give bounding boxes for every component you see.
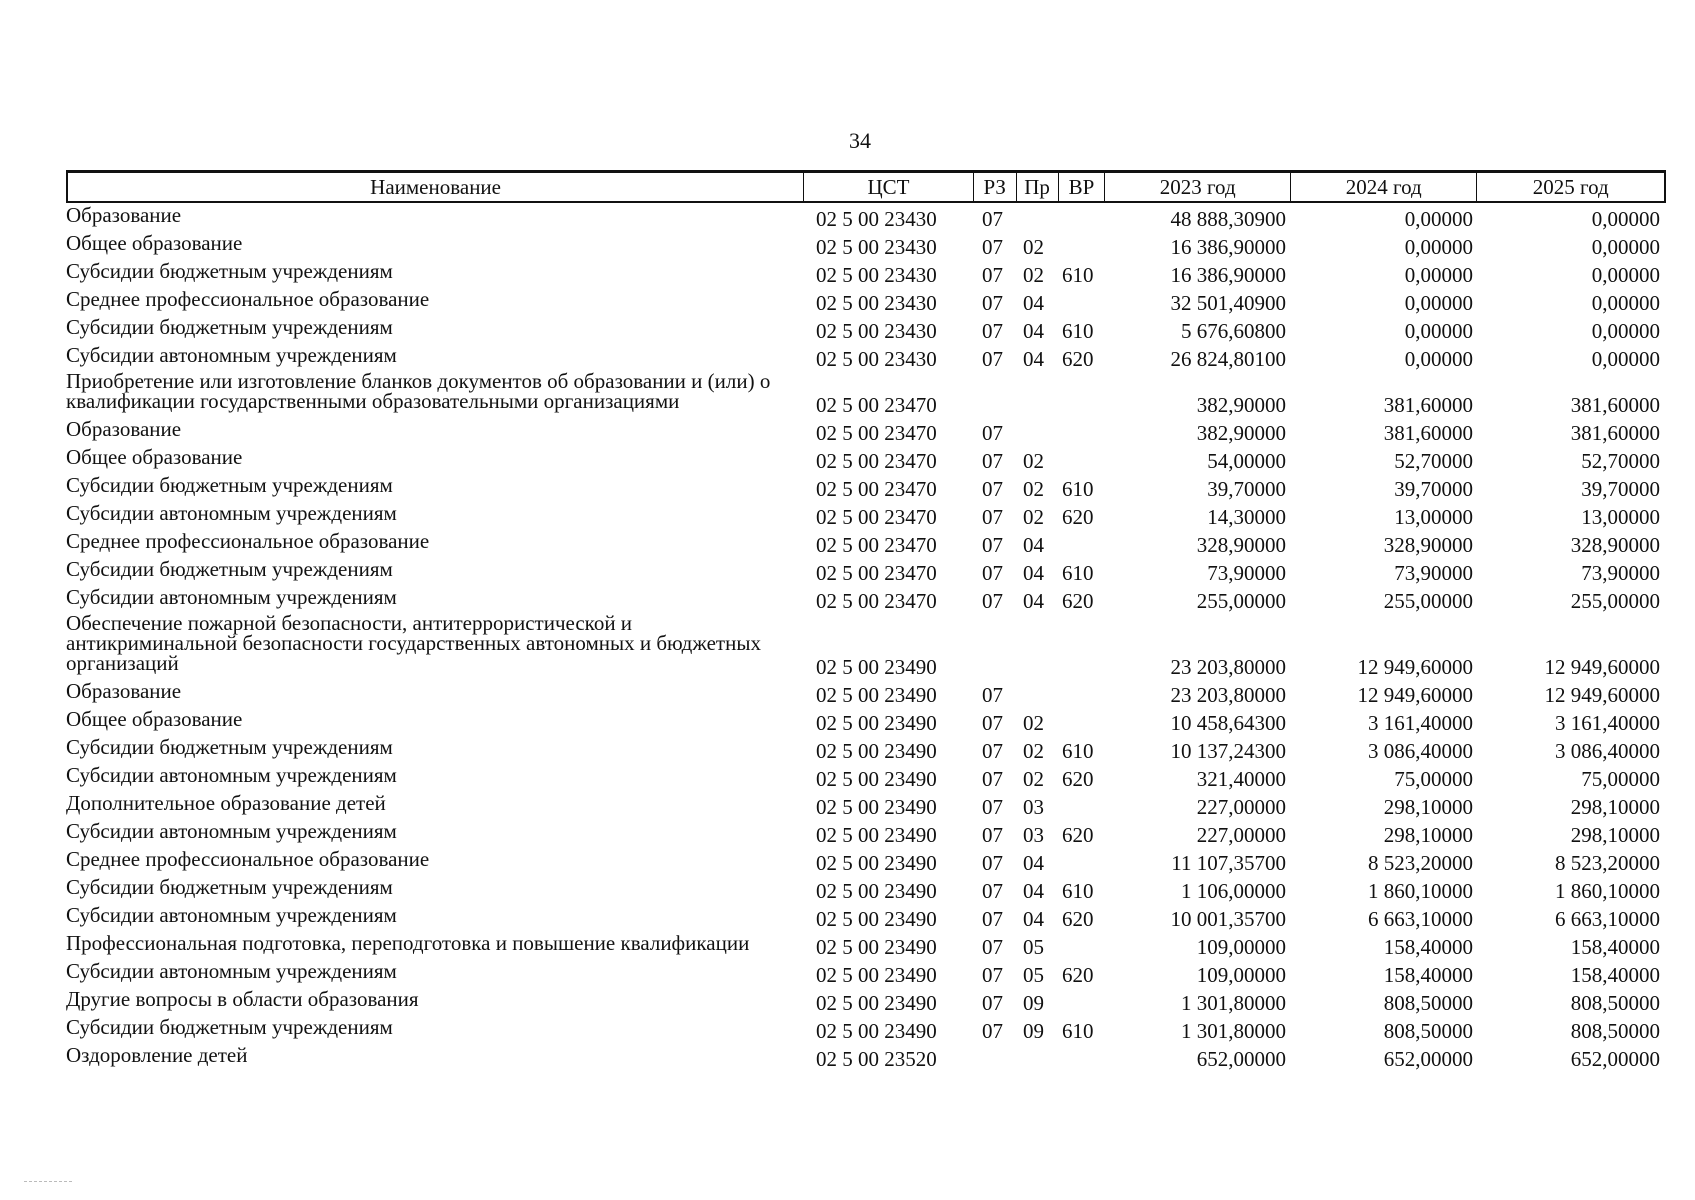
cell-name: Субсидии автономным учреждениям xyxy=(66,763,397,787)
cell-2025: 0,00000 xyxy=(1591,319,1660,343)
cell-name: Среднее профессиональное образование xyxy=(66,529,430,553)
cell-2025: 0,00000 xyxy=(1591,263,1660,287)
cell-cst: 02 5 00 23520 xyxy=(816,1047,937,1071)
cell-2025: 3 161,40000 xyxy=(1555,711,1660,735)
cell-2025: 298,10000 xyxy=(1570,795,1660,819)
cell-rz: 07 xyxy=(982,449,1003,473)
cell-vr: 620 xyxy=(1062,347,1094,371)
cell-rz: 07 xyxy=(982,533,1003,557)
cell-2024: 3 161,40000 xyxy=(1368,711,1473,735)
cell-2023: 10 458,64300 xyxy=(1170,711,1286,735)
cell-2025: 808,50000 xyxy=(1570,991,1660,1015)
cell-name: Другие вопросы в области образования xyxy=(66,987,419,1011)
cell-vr: 610 xyxy=(1062,739,1094,763)
cell-rz: 07 xyxy=(982,1019,1003,1043)
cell-cst: 02 5 00 23490 xyxy=(816,767,937,791)
cell-2024: 0,00000 xyxy=(1404,319,1473,343)
cell-name: Общее образование xyxy=(66,707,243,731)
table-body xyxy=(66,203,1666,1071)
cell-vr: 610 xyxy=(1062,561,1094,585)
cell-2023: 321,40000 xyxy=(1196,767,1286,791)
cell-pr: 04 xyxy=(1023,347,1044,371)
cell-cst: 02 5 00 23490 xyxy=(816,963,937,987)
cell-vr: 610 xyxy=(1062,319,1094,343)
cell-rz: 07 xyxy=(982,711,1003,735)
cell-cst: 02 5 00 23430 xyxy=(816,263,937,287)
cell-rz: 07 xyxy=(982,421,1003,445)
cell-2024: 73,90000 xyxy=(1394,561,1473,585)
cell-2023: 328,90000 xyxy=(1196,533,1286,557)
cell-name: Субсидии автономным учреждениям xyxy=(66,343,397,367)
cell-2025: 1 860,10000 xyxy=(1555,879,1660,903)
header-2025: 2025 год xyxy=(1532,175,1609,199)
cell-2023: 10 137,24300 xyxy=(1170,739,1286,763)
cell-pr: 02 xyxy=(1023,505,1044,529)
cell-rz: 07 xyxy=(982,589,1003,613)
cell-2024: 0,00000 xyxy=(1404,263,1473,287)
cell-cst: 02 5 00 23490 xyxy=(816,711,937,735)
cell-2025: 6 663,10000 xyxy=(1555,907,1660,931)
table-row xyxy=(66,473,1666,501)
cell-rz: 07 xyxy=(982,291,1003,315)
cell-pr: 04 xyxy=(1023,319,1044,343)
cell-cst: 02 5 00 23490 xyxy=(816,851,937,875)
cell-2024: 328,90000 xyxy=(1383,533,1473,557)
cell-cst: 02 5 00 23430 xyxy=(816,207,937,231)
cell-cst: 02 5 00 23430 xyxy=(816,347,937,371)
cell-2024: 255,00000 xyxy=(1383,589,1473,613)
cell-2023: 652,00000 xyxy=(1196,1047,1286,1071)
table-row xyxy=(66,585,1666,613)
cell-cst: 02 5 00 23490 xyxy=(816,991,937,1015)
cell-2024: 52,70000 xyxy=(1394,449,1473,473)
cell-2025: 381,60000 xyxy=(1570,421,1660,445)
cell-pr: 02 xyxy=(1023,263,1044,287)
cell-name: Субсидии бюджетным учреждениям xyxy=(66,875,393,899)
cell-cst: 02 5 00 23430 xyxy=(816,291,937,315)
cell-pr: 09 xyxy=(1023,991,1044,1015)
cell-2023: 227,00000 xyxy=(1196,823,1286,847)
cell-name: Субсидии бюджетным учреждениям xyxy=(66,259,393,283)
table-row xyxy=(66,259,1666,287)
cell-2023: 1 301,80000 xyxy=(1181,991,1286,1015)
cell-2023: 23 203,80000 xyxy=(1170,655,1286,679)
cell-rz: 07 xyxy=(982,683,1003,707)
scan-mark xyxy=(24,1181,72,1183)
cell-2025: 3 086,40000 xyxy=(1555,739,1660,763)
cell-rz: 07 xyxy=(982,235,1003,259)
cell-2024: 158,40000 xyxy=(1383,935,1473,959)
cell-pr: 04 xyxy=(1023,291,1044,315)
cell-vr: 620 xyxy=(1062,963,1094,987)
cell-cst: 02 5 00 23470 xyxy=(816,561,937,585)
cell-2025: 0,00000 xyxy=(1591,291,1660,315)
cell-pr: 02 xyxy=(1023,449,1044,473)
table-row xyxy=(66,959,1666,987)
cell-rz: 07 xyxy=(982,347,1003,371)
cell-vr: 620 xyxy=(1062,505,1094,529)
cell-vr: 610 xyxy=(1062,263,1094,287)
cell-2023: 14,30000 xyxy=(1207,505,1286,529)
cell-name: Субсидии бюджетным учреждениям xyxy=(66,473,393,497)
table-row xyxy=(66,613,1666,679)
table-row xyxy=(66,987,1666,1015)
cell-2025: 0,00000 xyxy=(1591,347,1660,371)
cell-2024: 13,00000 xyxy=(1394,505,1473,529)
cell-name: Субсидии бюджетным учреждениям xyxy=(66,557,393,581)
cell-name: Среднее профессиональное образование xyxy=(66,287,430,311)
cell-name: Субсидии автономным учреждениям xyxy=(66,959,397,983)
cell-2025: 652,00000 xyxy=(1570,1047,1660,1071)
header-2024: 2024 год xyxy=(1291,173,1478,201)
cell-rz: 07 xyxy=(982,767,1003,791)
cell-vr: 620 xyxy=(1062,907,1094,931)
table-row xyxy=(66,529,1666,557)
cell-name: Субсидии бюджетным учреждениям xyxy=(66,1015,393,1039)
cell-2023: 26 824,80100 xyxy=(1170,347,1286,371)
cell-cst: 02 5 00 23490 xyxy=(816,823,937,847)
table-row xyxy=(66,203,1666,231)
table-row xyxy=(66,763,1666,791)
header-name: Наименование xyxy=(68,173,804,201)
cell-pr: 02 xyxy=(1023,767,1044,791)
header-vr: ВР xyxy=(1059,173,1106,201)
cell-pr: 04 xyxy=(1023,879,1044,903)
cell-2024: 75,00000 xyxy=(1394,767,1473,791)
cell-2023: 1 301,80000 xyxy=(1181,1019,1286,1043)
header-pr: Пр xyxy=(1017,173,1059,201)
cell-cst: 02 5 00 23470 xyxy=(816,589,937,613)
cell-2023: 11 107,35700 xyxy=(1171,851,1286,875)
budget-table xyxy=(66,170,1666,1071)
cell-2025: 158,40000 xyxy=(1570,935,1660,959)
cell-cst: 02 5 00 23490 xyxy=(816,1019,937,1043)
cell-rz: 07 xyxy=(982,851,1003,875)
header-cst: ЦСТ xyxy=(804,173,974,201)
table-row xyxy=(66,501,1666,529)
table-row xyxy=(66,707,1666,735)
cell-cst: 02 5 00 23490 xyxy=(816,655,937,679)
cell-pr: 04 xyxy=(1023,907,1044,931)
cell-pr: 02 xyxy=(1023,711,1044,735)
cell-2024: 0,00000 xyxy=(1404,347,1473,371)
cell-2025: 73,90000 xyxy=(1581,561,1660,585)
cell-2025: 298,10000 xyxy=(1570,823,1660,847)
cell-vr: 620 xyxy=(1062,589,1094,613)
cell-rz: 07 xyxy=(982,739,1003,763)
cell-2024: 1 860,10000 xyxy=(1368,879,1473,903)
cell-cst: 02 5 00 23490 xyxy=(816,739,937,763)
cell-2023: 10 001,35700 xyxy=(1170,907,1286,931)
cell-name: Дополнительное образование детей xyxy=(66,791,386,815)
cell-2023: 23 203,80000 xyxy=(1170,683,1286,707)
cell-cst: 02 5 00 23470 xyxy=(816,449,937,473)
cell-2024: 12 949,60000 xyxy=(1357,683,1473,707)
cell-2025: 0,00000 xyxy=(1591,207,1660,231)
cell-cst: 02 5 00 23470 xyxy=(816,505,937,529)
cell-name: Общее образование xyxy=(66,445,243,469)
table-row xyxy=(66,287,1666,315)
cell-rz: 07 xyxy=(982,207,1003,231)
cell-cst: 02 5 00 23430 xyxy=(816,235,937,259)
cell-rz: 07 xyxy=(982,263,1003,287)
cell-2024: 0,00000 xyxy=(1404,207,1473,231)
cell-name: Оздоровление детей xyxy=(66,1043,248,1067)
table-row xyxy=(66,875,1666,903)
table-row xyxy=(66,557,1666,585)
cell-2025: 328,90000 xyxy=(1570,533,1660,557)
table-row xyxy=(66,315,1666,343)
cell-rz: 07 xyxy=(982,907,1003,931)
cell-cst: 02 5 00 23490 xyxy=(816,795,937,819)
cell-2024: 298,10000 xyxy=(1383,795,1473,819)
table-row xyxy=(66,819,1666,847)
cell-pr: 04 xyxy=(1023,851,1044,875)
cell-2025: 75,00000 xyxy=(1581,767,1660,791)
cell-2023: 382,90000 xyxy=(1196,421,1286,445)
cell-name: Субсидии бюджетным учреждениям xyxy=(66,735,393,759)
cell-2023: 54,00000 xyxy=(1207,449,1286,473)
cell-name: Приобретение или изготовление бланков документов об образовании и (или) о квалификации государственными образовательными организациями xyxy=(66,369,771,413)
cell-name: Образование xyxy=(66,417,182,441)
cell-vr: 620 xyxy=(1062,823,1094,847)
cell-pr: 03 xyxy=(1023,795,1044,819)
cell-2024: 0,00000 xyxy=(1404,235,1473,259)
cell-2025: 0,00000 xyxy=(1591,235,1660,259)
cell-pr: 03 xyxy=(1023,823,1044,847)
cell-2024: 3 086,40000 xyxy=(1368,739,1473,763)
cell-vr: 610 xyxy=(1062,879,1094,903)
table-row xyxy=(66,445,1666,473)
cell-name: Субсидии автономным учреждениям xyxy=(66,585,397,609)
cell-vr: 610 xyxy=(1062,477,1094,501)
cell-2023: 16 386,90000 xyxy=(1170,263,1286,287)
cell-2023: 255,00000 xyxy=(1196,589,1286,613)
cell-vr: 620 xyxy=(1062,767,1094,791)
cell-2025: 52,70000 xyxy=(1581,449,1660,473)
cell-pr: 05 xyxy=(1023,935,1044,959)
cell-2023: 109,00000 xyxy=(1196,935,1286,959)
cell-rz: 07 xyxy=(982,561,1003,585)
table-row xyxy=(66,791,1666,819)
cell-2024: 39,70000 xyxy=(1394,477,1473,501)
cell-2023: 48 888,30900 xyxy=(1170,207,1286,231)
cell-pr: 02 xyxy=(1023,739,1044,763)
cell-name: Субсидии автономным учреждениям xyxy=(66,819,397,843)
cell-rz: 07 xyxy=(982,991,1003,1015)
cell-cst: 02 5 00 23470 xyxy=(816,421,937,445)
cell-name: Субсидии бюджетным учреждениям xyxy=(66,315,393,339)
cell-pr: 02 xyxy=(1023,477,1044,501)
cell-2023: 16 386,90000 xyxy=(1170,235,1286,259)
table-row xyxy=(66,231,1666,259)
cell-2024: 808,50000 xyxy=(1383,1019,1473,1043)
cell-rz: 07 xyxy=(982,963,1003,987)
cell-2023: 32 501,40900 xyxy=(1170,291,1286,315)
cell-2023: 5 676,60800 xyxy=(1181,319,1286,343)
cell-rz: 07 xyxy=(982,319,1003,343)
cell-2025: 12 949,60000 xyxy=(1544,683,1660,707)
cell-name: Субсидии автономным учреждениям xyxy=(66,501,397,525)
cell-rz: 07 xyxy=(982,795,1003,819)
table-row xyxy=(66,847,1666,875)
cell-2025: 13,00000 xyxy=(1581,505,1660,529)
table-row xyxy=(66,1015,1666,1043)
table-row xyxy=(66,343,1666,371)
cell-2024: 158,40000 xyxy=(1383,963,1473,987)
cell-cst: 02 5 00 23490 xyxy=(816,879,937,903)
cell-2024: 298,10000 xyxy=(1383,823,1473,847)
cell-pr: 04 xyxy=(1023,589,1044,613)
cell-rz: 07 xyxy=(982,477,1003,501)
cell-2023: 1 106,00000 xyxy=(1181,879,1286,903)
table-row xyxy=(66,735,1666,763)
table-row xyxy=(66,903,1666,931)
cell-cst: 02 5 00 23470 xyxy=(816,477,937,501)
table-row xyxy=(66,931,1666,959)
cell-2025: 381,60000 xyxy=(1570,393,1660,417)
cell-name: Образование xyxy=(66,679,182,703)
page-number: 34 xyxy=(849,128,871,153)
cell-pr: 02 xyxy=(1023,235,1044,259)
cell-vr: 610 xyxy=(1062,1019,1094,1043)
cell-2025: 12 949,60000 xyxy=(1544,655,1660,679)
cell-name: Общее образование xyxy=(66,231,243,255)
table-header xyxy=(66,170,1666,203)
table-row xyxy=(66,417,1666,445)
cell-cst: 02 5 00 23490 xyxy=(816,907,937,931)
cell-2024: 808,50000 xyxy=(1383,991,1473,1015)
cell-2024: 381,60000 xyxy=(1383,421,1473,445)
table-row xyxy=(66,679,1666,707)
cell-name: Среднее профессиональное образование xyxy=(66,847,430,871)
cell-2024: 381,60000 xyxy=(1383,393,1473,417)
cell-2025: 808,50000 xyxy=(1570,1019,1660,1043)
table-row xyxy=(66,1043,1666,1071)
cell-2024: 0,00000 xyxy=(1404,291,1473,315)
cell-rz: 07 xyxy=(982,935,1003,959)
cell-2025: 39,70000 xyxy=(1581,477,1660,501)
cell-rz: 07 xyxy=(982,823,1003,847)
cell-2023: 39,70000 xyxy=(1207,477,1286,501)
cell-pr: 04 xyxy=(1023,533,1044,557)
cell-name: Субсидии автономным учреждениям xyxy=(66,903,397,927)
cell-name: Обеспечение пожарной безопасности, антитеррористической и антикриминальной безопасности государственных автономных и бюджетных организаций xyxy=(66,611,761,675)
cell-pr: 04 xyxy=(1023,561,1044,585)
header-2023: 2023 год xyxy=(1105,173,1291,201)
cell-cst: 02 5 00 23470 xyxy=(816,533,937,557)
cell-cst: 02 5 00 23490 xyxy=(816,935,937,959)
cell-2024: 6 663,10000 xyxy=(1368,907,1473,931)
cell-2024: 652,00000 xyxy=(1383,1047,1473,1071)
cell-cst: 02 5 00 23470 xyxy=(816,393,937,417)
cell-cst: 02 5 00 23490 xyxy=(816,683,937,707)
cell-2025: 158,40000 xyxy=(1570,963,1660,987)
cell-2023: 382,90000 xyxy=(1196,393,1286,417)
cell-2025: 255,00000 xyxy=(1570,589,1660,613)
cell-2024: 12 949,60000 xyxy=(1357,655,1473,679)
header-rz: РЗ xyxy=(974,173,1017,201)
cell-2023: 227,00000 xyxy=(1196,795,1286,819)
cell-2024: 8 523,20000 xyxy=(1368,851,1473,875)
cell-rz: 07 xyxy=(982,505,1003,529)
cell-pr: 05 xyxy=(1023,963,1044,987)
cell-2023: 109,00000 xyxy=(1196,963,1286,987)
table-row xyxy=(66,371,1666,417)
cell-2023: 73,90000 xyxy=(1207,561,1286,585)
cell-name: Образование xyxy=(66,203,182,227)
cell-cst: 02 5 00 23430 xyxy=(816,319,937,343)
cell-pr: 09 xyxy=(1023,1019,1044,1043)
cell-2025: 8 523,20000 xyxy=(1555,851,1660,875)
cell-name: Профессиональная подготовка, переподготовка и повышение квалификации xyxy=(66,931,750,955)
cell-rz: 07 xyxy=(982,879,1003,903)
